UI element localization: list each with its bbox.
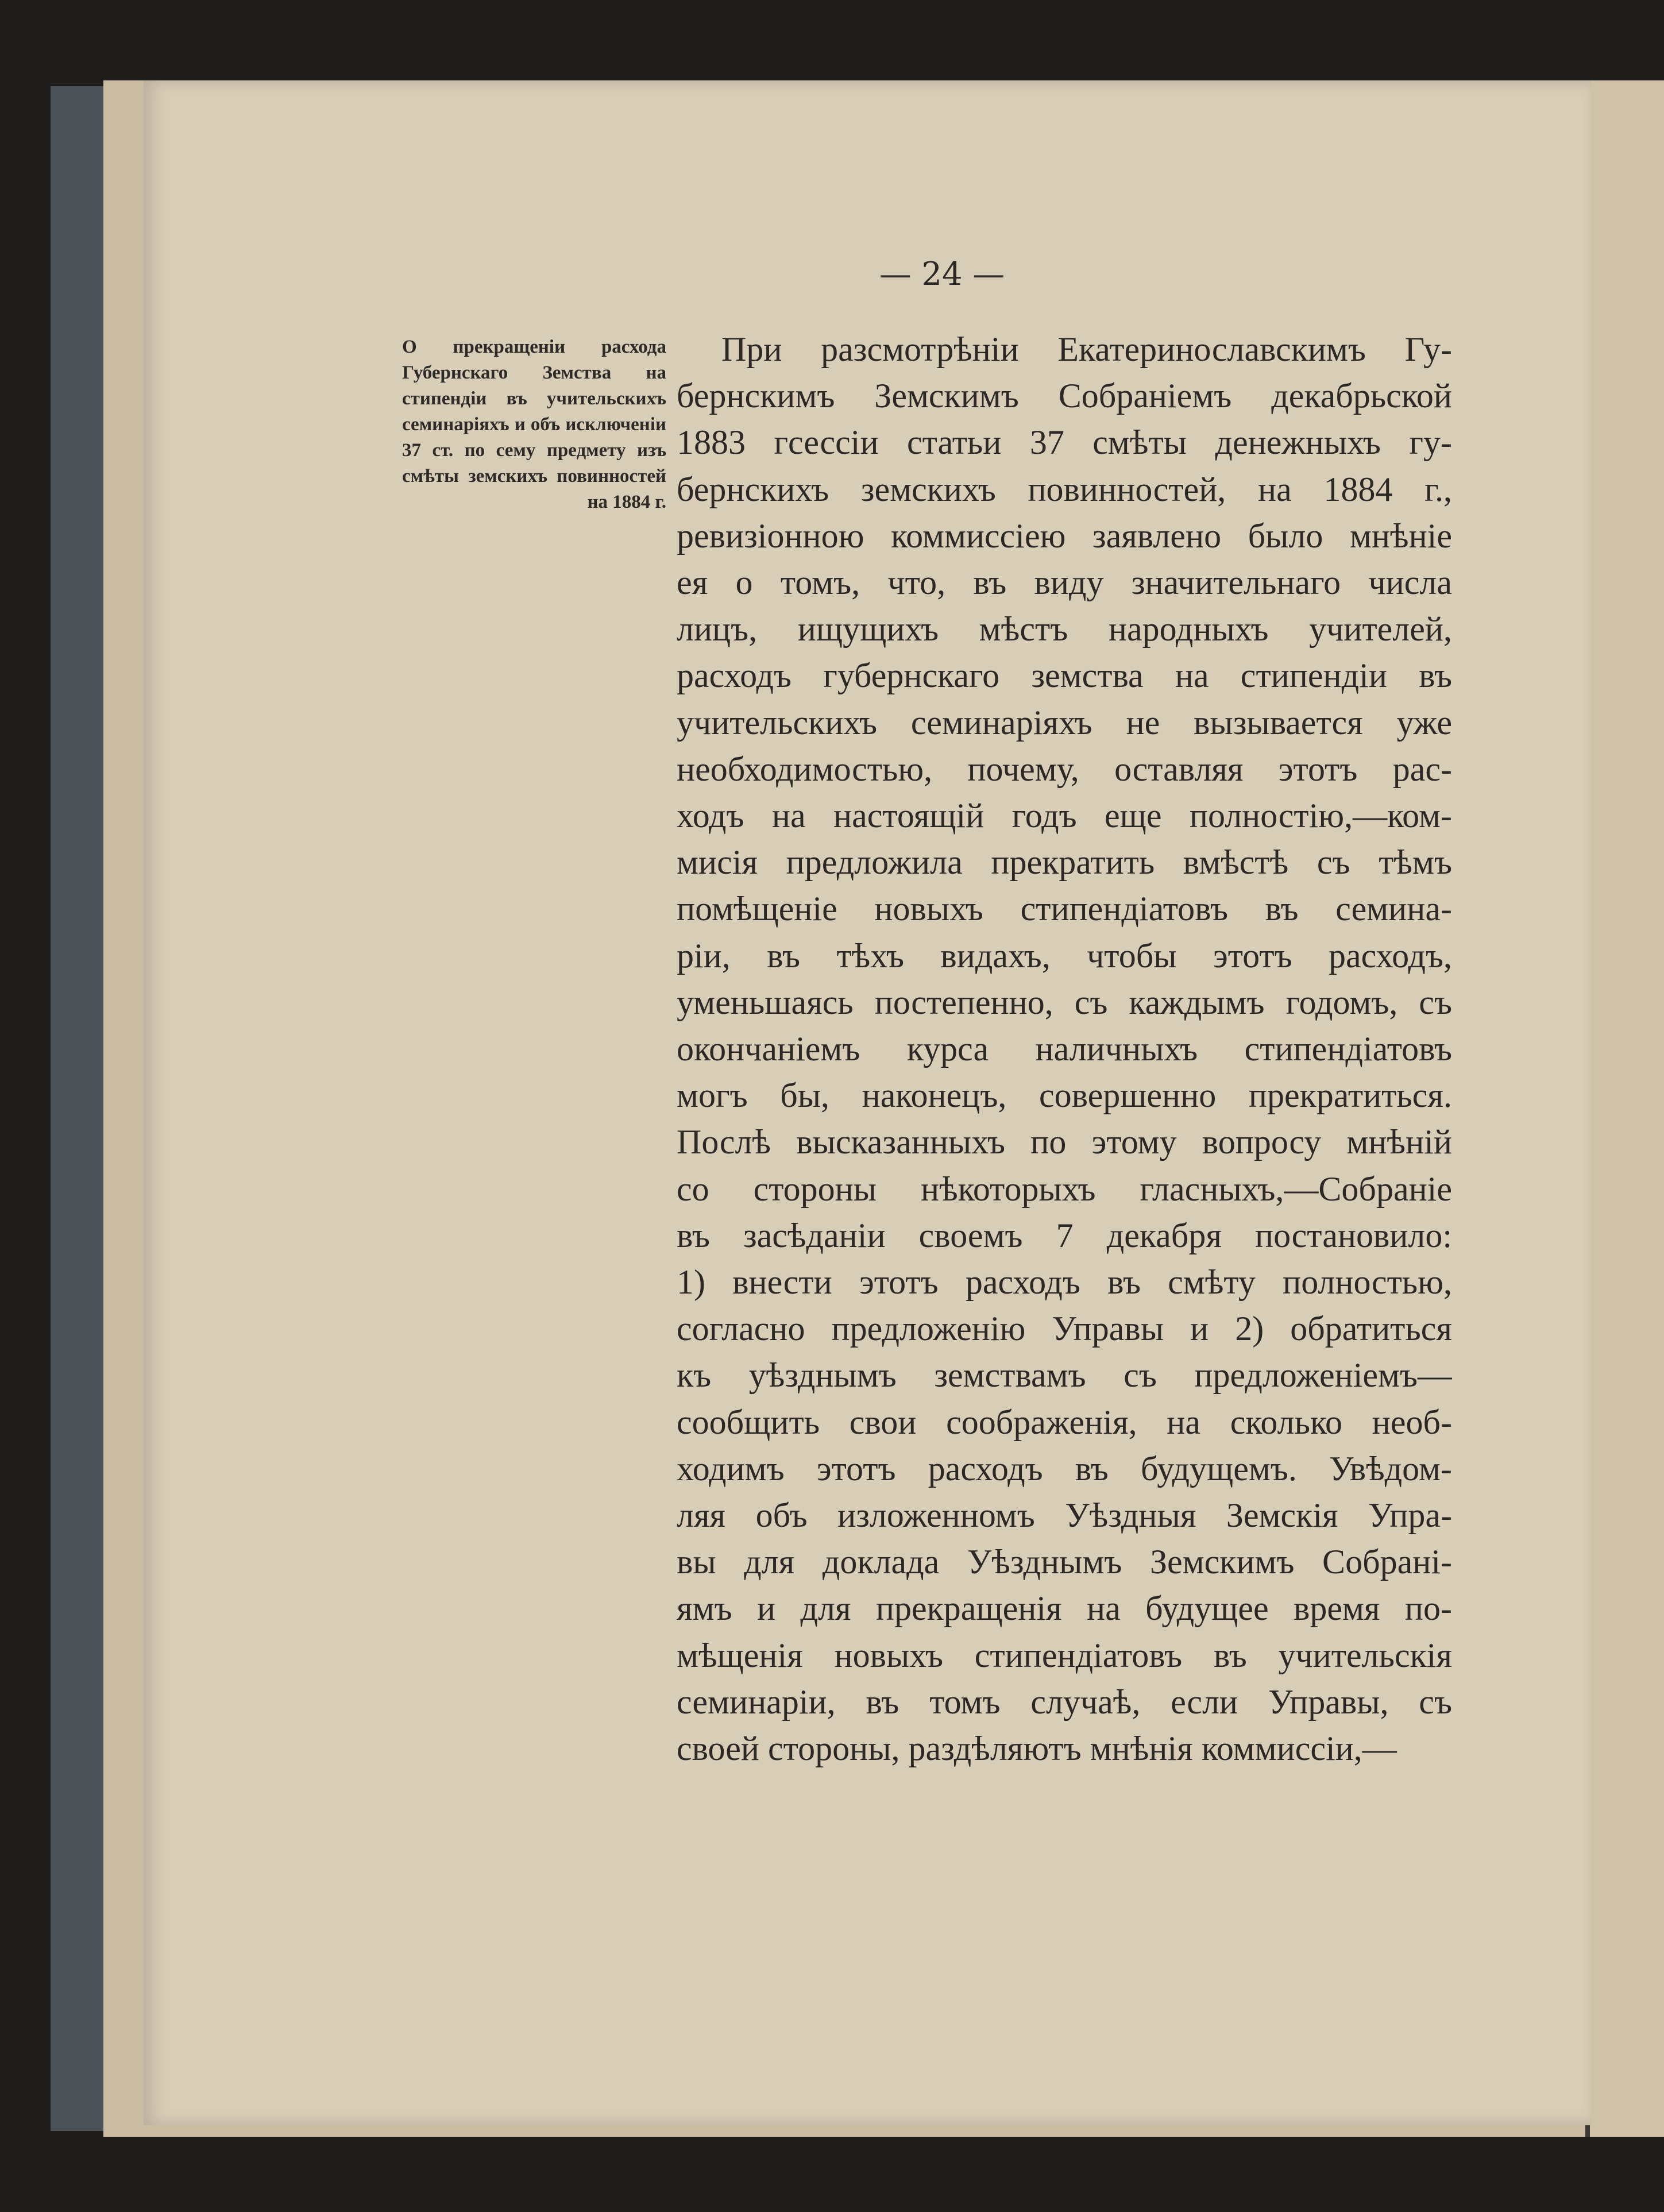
body-line: лицъ, ищущихъ мѣстъ народныхъ учителей, (677, 610, 1452, 648)
body-line: помѣщеніе новыхъ стипендіатовъ въ семина- (677, 890, 1452, 928)
body-line: въ засѣданіи своемъ 7 декабря постановило: (677, 1216, 1452, 1254)
body-line: къ уѣзднымъ земствамъ съ предложеніемъ— (677, 1356, 1452, 1395)
body-line: окончаніемъ курса наличныхъ стипендіатовъ (677, 1030, 1452, 1068)
body-line: бернскихъ земскихъ повинностей, на 1884 г., (677, 470, 1452, 508)
body-line: При разсмотрѣніи Екатеринославскимъ Гу- (721, 330, 1452, 368)
body-line: ревизіонною коммиссіею заявлено было мнѣніе (677, 516, 1452, 555)
body-line: вы для доклада Уѣзднымъ Земскимъ Собрані- (677, 1543, 1452, 1581)
body-line: 1) внести этотъ расходъ въ смѣту полностью, (677, 1263, 1452, 1302)
body-line: мисія предложила прекратить вмѣстѣ съ тѣмъ (677, 843, 1452, 882)
body-line: бернскимъ Земскимъ Собраніемъ декабрьской (677, 377, 1452, 415)
body-line: ляя объ изложенномъ Уѣздныя Земскія Упра- (677, 1496, 1452, 1535)
body-line: сообщить свои соображенія, на сколько необ- (677, 1403, 1452, 1441)
body-line: 1883 гсессіи статьи 37 смѣты денежныхъ гу- (677, 423, 1452, 462)
body-line: могъ бы, наконецъ, совершенно прекратиться. (677, 1076, 1452, 1115)
body-line: со стороны нѣкоторыхъ гласныхъ,—Собраніе (677, 1169, 1452, 1208)
body-line: необходимостью, почему, оставляя этотъ рас- (677, 750, 1452, 788)
margin-note: О прекращеніи расхода Губернскаго Земства на стипендіи въ учительскихъ семинаріяхъ и объ исключеніи 37 ст. по сему предмету изъ смѣты земскихъ повинностей на 1884 г. (402, 337, 666, 512)
page-number: — 24 — (879, 256, 1005, 293)
body-line: ея о томъ, что, въ виду значительнаго числа (677, 563, 1452, 602)
body-line: ріи, въ тѣхъ видахъ, чтобы этотъ расходъ, (677, 936, 1452, 975)
body-line: своей стороны, раздѣляютъ мнѣнія коммиссіи,— (677, 1730, 1397, 1768)
body-line: семинаріи, въ томъ случаѣ, если Управы, съ (677, 1682, 1452, 1721)
next-page-edge (1585, 80, 1664, 2137)
body-line: уменьшаясь постепенно, съ каждымъ годомъ, съ (677, 983, 1452, 1021)
body-line: учительскихъ семинаріяхъ не вызывается уже (677, 703, 1452, 742)
body-line: ямъ и для прекращенія на будущее время по- (677, 1589, 1452, 1628)
body-line: ходимъ этотъ расходъ въ будущемъ. Увѣдом- (677, 1449, 1452, 1488)
body-line: расходъ губернскаго земства на стипендіи въ (677, 657, 1452, 695)
body-line: Послѣ высказанныхъ по этому вопросу мнѣній (677, 1123, 1452, 1161)
body-line: ходъ на настоящій годъ еще полностію,—ком- (677, 797, 1452, 835)
body-line: согласно предложенію Управы и 2) обратиться (677, 1310, 1452, 1348)
body-line: мѣщенія новыхъ стипендіатовъ въ учительскія (677, 1636, 1452, 1674)
body-text (677, 326, 1452, 1772)
